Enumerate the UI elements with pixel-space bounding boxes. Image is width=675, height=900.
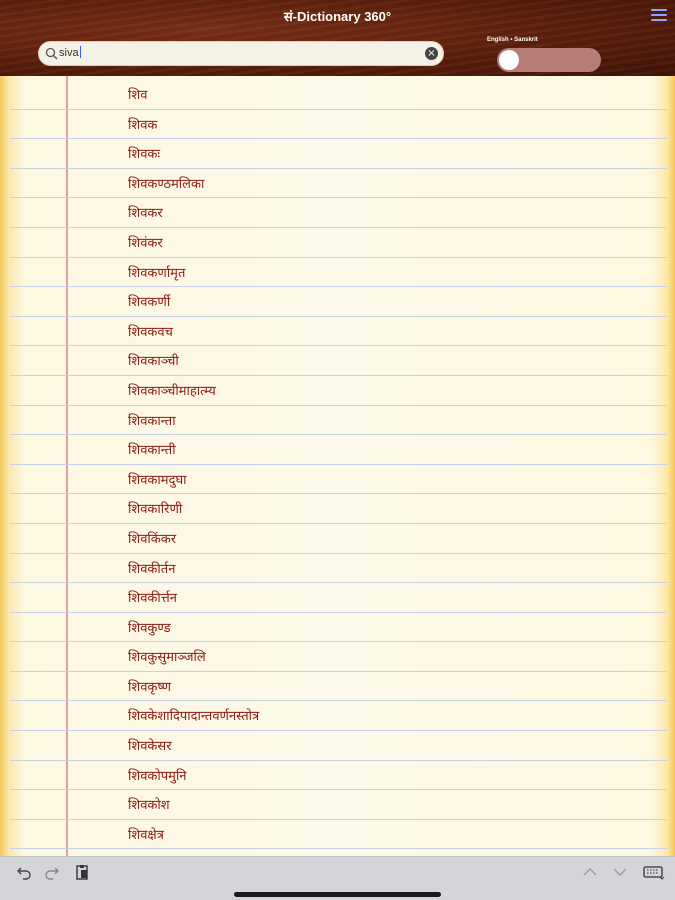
word-label: शिवकान्ती (128, 443, 176, 459)
list-item[interactable] (10, 376, 667, 406)
word-label: शिवकण्ठमलिका (128, 176, 205, 192)
search-field[interactable] (38, 41, 444, 66)
list-item[interactable] (10, 701, 667, 731)
arrow-down-icon[interactable] (612, 864, 628, 880)
keyboard-toolbar (0, 856, 675, 900)
word-label: शिवकुण्ड (128, 620, 171, 636)
word-label: शिवकारिणी (128, 502, 183, 518)
list-item[interactable] (10, 169, 667, 199)
list-item[interactable] (10, 198, 667, 228)
paste-icon[interactable] (74, 864, 90, 880)
word-label: शिवकाञ्ची (128, 354, 179, 370)
menu-icon[interactable] (651, 9, 667, 21)
list-item[interactable] (10, 790, 667, 820)
word-label: शिवक (128, 117, 158, 133)
word-label: शिवकेसर (128, 739, 172, 755)
word-label: शिवकान्ता (128, 413, 176, 429)
home-indicator (234, 892, 441, 897)
list-item[interactable] (10, 228, 667, 258)
app-title: सं-Dictionary 360° (283, 9, 392, 24)
word-label: शिवक्षेत्र (128, 827, 164, 843)
list-item[interactable] (10, 642, 667, 672)
word-label: शिवकृष्ण (128, 679, 172, 695)
list-item[interactable] (10, 820, 667, 850)
search-icon (45, 47, 58, 60)
list-item[interactable] (10, 465, 667, 495)
redo-icon[interactable] (44, 864, 60, 880)
word-label: शिवकर (128, 206, 163, 222)
word-label: शिवंकर (128, 235, 163, 251)
list-item[interactable] (10, 554, 667, 584)
clear-search-icon[interactable]: × (425, 47, 438, 60)
word-label: शिवकेशादिपादान्तवर्णनस्तोत्र (128, 709, 260, 725)
app-header (0, 0, 675, 76)
list-item[interactable] (10, 80, 667, 110)
arrow-up-icon[interactable] (582, 864, 598, 880)
list-item[interactable] (10, 761, 667, 791)
list-item[interactable] (10, 406, 667, 436)
word-label: शिवकर्णी (128, 295, 171, 311)
language-toggle-label: English • Sanskrit (487, 37, 538, 43)
word-list (0, 80, 675, 849)
list-item[interactable] (10, 731, 667, 761)
text-caret (80, 46, 81, 58)
list-item[interactable] (10, 524, 667, 554)
word-label: शिवकवच (128, 324, 173, 340)
word-label: शिवकोपमुनि (128, 768, 187, 784)
list-item[interactable] (10, 494, 667, 524)
list-item[interactable] (10, 613, 667, 643)
word-label: शिवकुसुमाञ्जलि (128, 650, 206, 666)
word-label: शिवकाञ्चीमाहात्म्य (128, 383, 216, 399)
list-item[interactable] (10, 317, 667, 347)
search-input[interactable]: siva (59, 47, 79, 59)
word-label: शिवकामदुघा (128, 472, 187, 488)
word-label: शिवकर्णामृत (128, 265, 186, 281)
word-label: शिव (128, 88, 148, 103)
word-label: शिवकीर्त्तन (128, 591, 177, 607)
list-item[interactable] (10, 287, 667, 317)
language-toggle[interactable] (497, 48, 601, 72)
word-label: शिवकिंकर (128, 531, 177, 547)
list-item[interactable] (10, 139, 667, 169)
results-list[interactable] (0, 76, 675, 856)
list-item[interactable] (10, 583, 667, 613)
list-item[interactable] (10, 672, 667, 702)
word-label: शिवकोश (128, 798, 170, 814)
keyboard-icon[interactable] (643, 864, 665, 880)
list-item[interactable] (10, 110, 667, 140)
list-item[interactable] (10, 435, 667, 465)
list-item[interactable] (10, 258, 667, 288)
word-label: शिवकीर्तन (128, 561, 176, 577)
word-label: शिवकः (128, 147, 161, 163)
undo-icon[interactable] (16, 864, 32, 880)
list-item[interactable] (10, 346, 667, 376)
toggle-knob (499, 50, 519, 70)
